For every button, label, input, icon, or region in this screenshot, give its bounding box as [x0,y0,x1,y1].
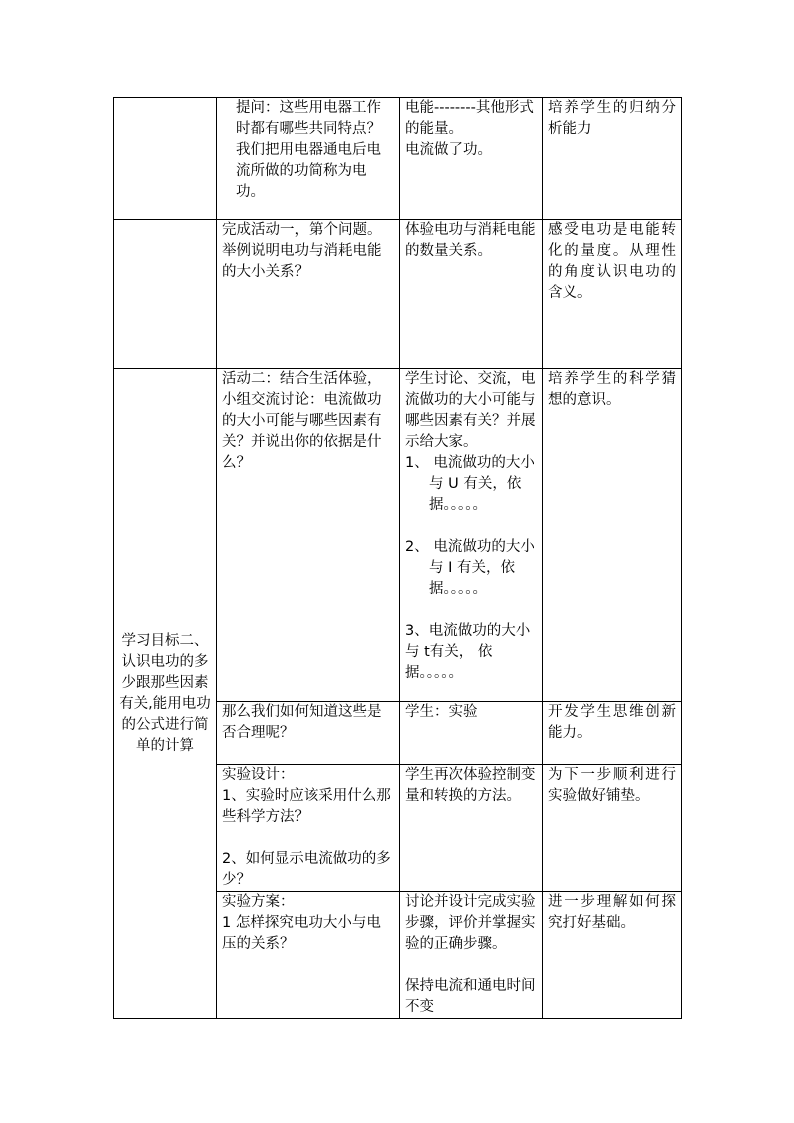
intent-text: 感受电功是电能转化的量度。从理性的角度认识电功的含义。 [548,222,676,301]
teacher-activity-cell [217,369,400,702]
student-activity-cell [400,892,543,1019]
teacher-activity-cell [217,892,400,1019]
design-intent-cell [543,220,682,369]
table-row [114,220,682,369]
intent-text: 进一步理解如何探究打好基础。 [548,894,676,931]
design-intent-cell [543,98,682,220]
student-activity-cell [400,98,543,220]
student-text: 学生：实验 [405,704,478,720]
student-text: 电流做了功。 [405,142,492,158]
table-row [114,98,682,220]
activity-text: 实验方案： [222,894,295,910]
activity-text: 活动二：结合生活体验，小组交流讨论：电流做功的大小可能与哪些因素有关？并说出你的依据是什么？ [222,371,382,471]
student-text: 保持电流和通电时间不变 [405,978,536,1015]
activity-text: 提问：这些用电器工作时都有哪些共同特点？ [236,100,381,137]
activity-text: 1 怎样探究电功大小与电压的关系？ [222,915,381,952]
table-row [114,369,682,702]
design-intent-cell [543,702,682,765]
student-list-item: 1、 电流做功的大小与 U 有关，依据。。。。。 [405,455,535,513]
design-intent-cell [543,765,682,892]
activity-text: 完成活动一，第个问题。举例说明电功与消耗电能的大小关系？ [222,222,382,280]
student-activity-cell [400,369,543,702]
activity-text: 1、实验时应该采用什么那些科学方法？ [222,788,391,825]
student-text: 电能--------其他形式的能量。 [405,100,534,137]
student-list-item: 2、 电流做功的大小与 I 有关，依据。。。。。 [405,539,535,597]
student-activity-cell [400,220,543,369]
activity-text: 2、如何显示电流做功的多少？ [222,851,391,888]
intent-text: 培养学生的科学猜想的意识。 [548,371,676,408]
student-activity-cell [400,765,543,892]
lesson-plan-table [113,97,682,1019]
design-intent-cell [543,369,682,702]
intent-text: 为下一步顺利进行实验做好铺垫。 [548,767,676,804]
student-text: 讨论并设计完成实验步骤，评价并掌握实验的正确步骤。 [405,894,536,952]
activity-text: 我们把用电器通电后电流所做的功简称为电功。 [236,142,381,200]
goal-cell-empty [114,220,217,369]
teacher-activity-cell [217,702,400,765]
design-intent-cell [543,892,682,1019]
learning-goal-text: 学习目标二、认识电功的多少跟那些因素有关,能用电功的公式进行简单的计算 [119,632,211,754]
intent-text: 开发学生思维创新能力。 [548,704,676,741]
teacher-activity-cell [217,98,400,220]
student-activity-cell [400,702,543,765]
goal-cell-empty [114,98,217,220]
activity-text: 实验设计： [222,767,295,783]
learning-goal-cell [114,369,217,1019]
student-text: 体验电功与消耗电能的数量关系。 [405,222,536,259]
teacher-activity-cell [217,220,400,369]
intent-text: 培养学生的归纳分析能力 [548,100,676,137]
activity-text: 那么我们如何知道这些是否合理呢？ [222,704,382,741]
student-intro-text: 学生讨论、交流，电流做功的大小可能与哪些因素有关？并展示给大家。 [405,371,536,450]
student-list-item: 3、电流做功的大小与 t有关， 依据。。。。。 [405,623,531,681]
student-text: 学生再次体验控制变量和转换的方法。 [405,767,536,804]
teacher-activity-cell [217,765,400,892]
